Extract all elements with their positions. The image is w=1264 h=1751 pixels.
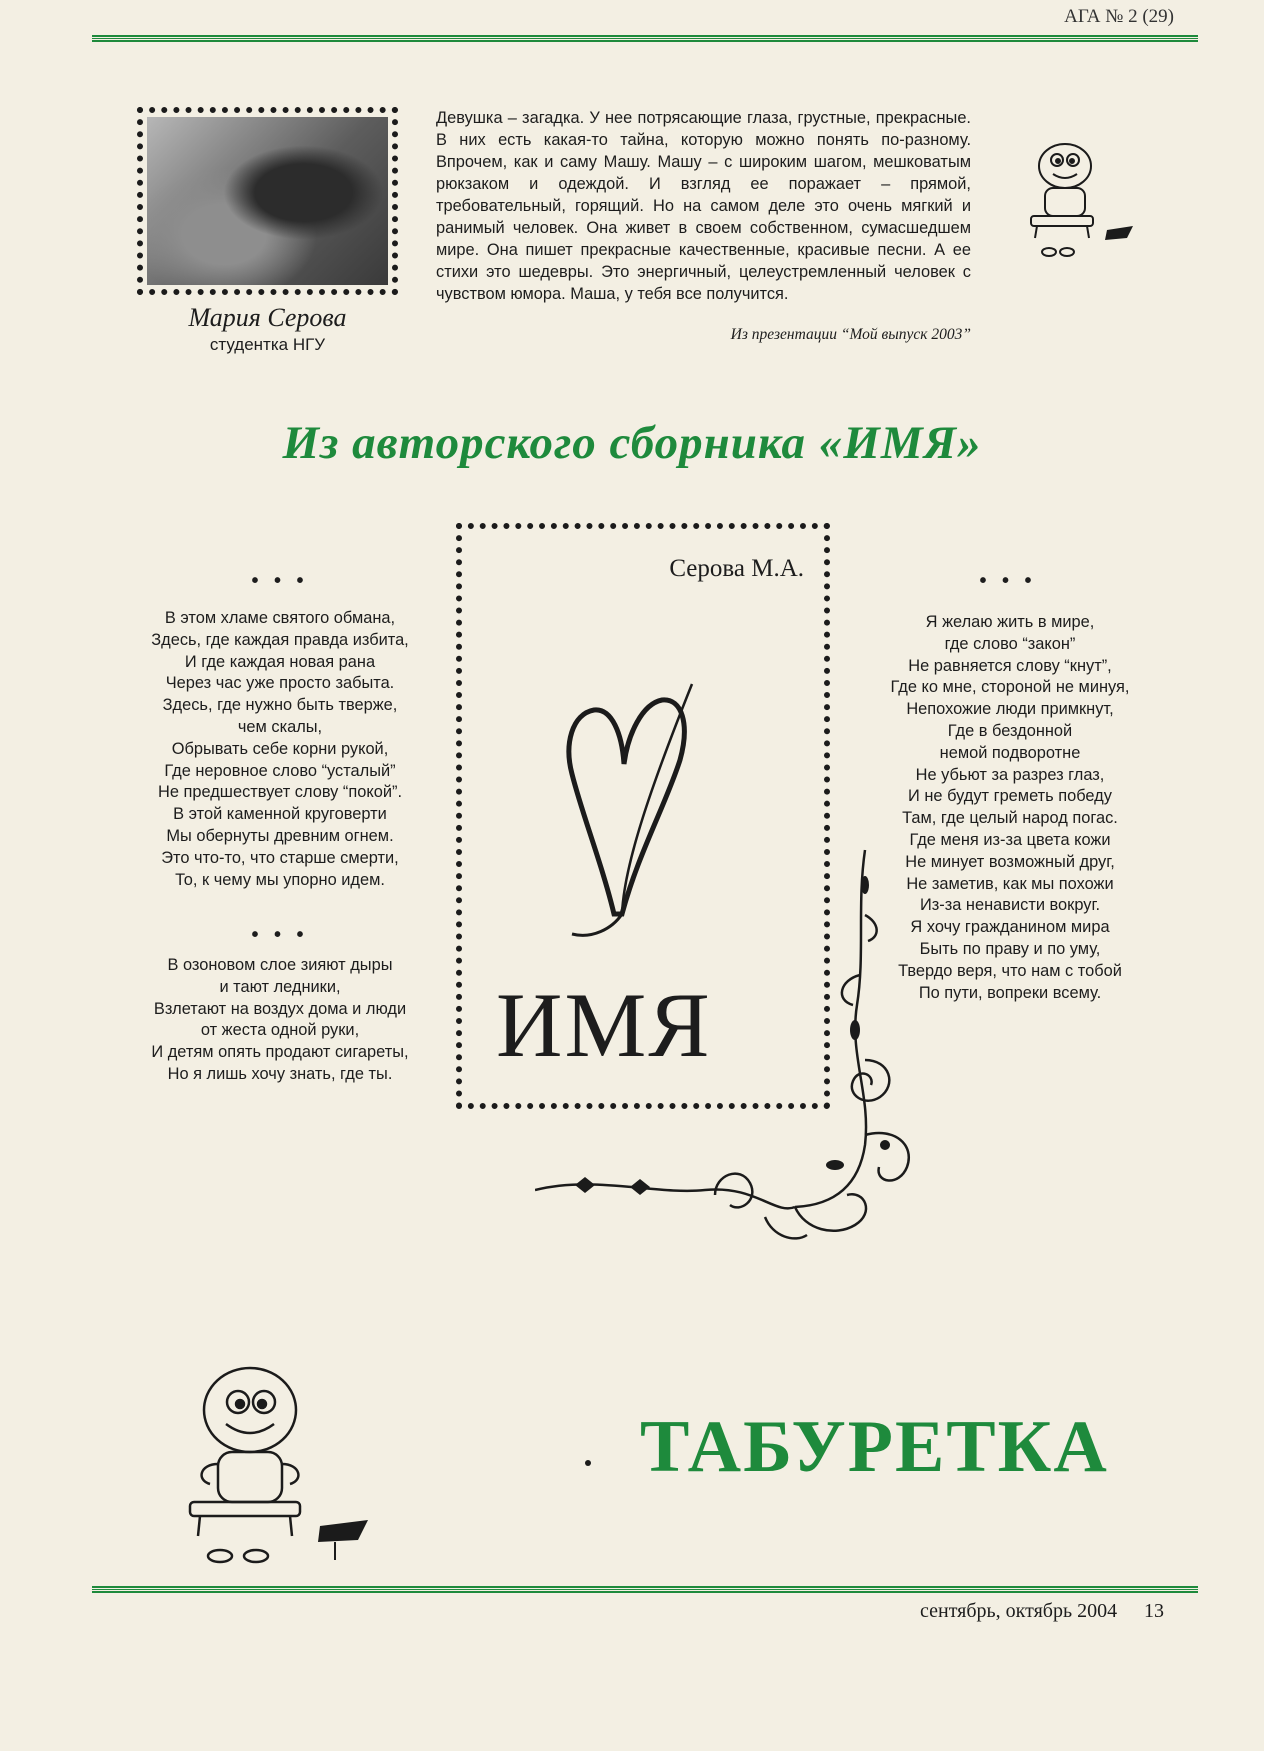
intro-source: Из презентации “Мой выпуск 2003”: [730, 326, 971, 343]
intro-text: Девушка – загадка. У нее потрясающие глаза, грустные, прекрасные. В них есть какая-то тайна, которую можно понять по-разному. Впрочем, как и саму Машу. Машу – с широким шагом, мешковатым рюкзаком и одеждой. И взгляд ее поражает – прямой, требовательный, горящий. Но на самом деле это очень мягкий и ранимый человек. Она живет в своем собственном, сумасшедшем мире. Она пишет прекрасные качественные, красивые песни. А ее стихи это шедевры. Это энергичный, целеустремленный человек с чувством юмора. Маша, у тебя все получится.: [436, 109, 971, 303]
bottom-rule: [92, 1586, 1198, 1593]
cover-author: Серова М.А.: [669, 555, 804, 582]
floral-ornament-icon: [535, 845, 945, 1255]
poem-line: Где меня из-за цвета кожи: [909, 830, 1111, 849]
poem-line: В озоновом слое зияют дыры: [167, 956, 393, 974]
poem-line: чем скалы,: [237, 717, 323, 736]
poem-line: немой подворотне: [939, 743, 1081, 762]
poem-line: Быть по праву и по уму,: [919, 939, 1101, 958]
poem-line: от жеста одной руки,: [200, 1021, 360, 1040]
poem-line: Здесь, где нужно быть тверже,: [162, 696, 398, 715]
mascot-on-stool-icon: [1015, 138, 1140, 273]
footer-date: сентябрь, октябрь 2004: [920, 1600, 1118, 1622]
poem-line: Но я лишь хочу знать, где ты.: [167, 1064, 393, 1083]
mascot-on-stool-icon: [170, 1360, 410, 1570]
poem-line: Там, где целый народ погас.: [902, 809, 1118, 828]
poem-line: Здесь, где каждая правда избита,: [151, 630, 409, 649]
poem-line: По пути, вопреки всему.: [918, 983, 1102, 1002]
poem-separator: • • •: [251, 924, 309, 946]
profile-role: студентка НГУ: [209, 335, 326, 354]
poem-line: Мы обернуты древним огнем.: [166, 826, 394, 845]
section-headline: Из авторского сборника «ИМЯ»: [282, 417, 982, 469]
poem-left-2: [100, 955, 460, 1086]
page-number: 13: [1144, 1600, 1164, 1622]
poem-line: Не заметив, как мы похожи: [906, 874, 1114, 893]
poem-line: Из-за ненависти вокруг.: [919, 896, 1100, 915]
poem-line: И где каждая новая рана: [184, 652, 376, 671]
poem-line: Я хочу гражданином мира: [910, 918, 1110, 937]
bullet-dot: [585, 1460, 591, 1466]
issue-number: АГА № 2 (29): [1064, 6, 1174, 27]
poem-line: Взлетают на воздух дома и люди: [153, 999, 407, 1018]
poem-separator: • • •: [979, 570, 1037, 592]
poem-line: где слово “закон”: [944, 634, 1076, 653]
poem-line: В этом хламе святого обмана,: [164, 609, 396, 627]
poem-line: Где неровное слово “усталый”: [164, 761, 396, 780]
poem-line: Не предшествует слову “покой”.: [157, 783, 403, 802]
poem-line: Это что-то, что старше смерти,: [161, 848, 399, 867]
poem-line: Обрывать себе корни рукой,: [171, 739, 389, 758]
poem-line: Я желаю жить в мире,: [925, 613, 1095, 631]
poem-line: Не минует возможный друг,: [905, 852, 1115, 871]
poem-line: Не равняется слову “кнут”,: [908, 656, 1112, 675]
poem-line: Где ко мне, стороной не минуя,: [890, 678, 1130, 697]
poem-line: Где в бездонной: [947, 721, 1073, 740]
poem-line: Твердо веря, что нам с тобой: [898, 961, 1122, 980]
portrait-frame: [137, 107, 398, 295]
portrait-photo: [147, 117, 388, 285]
cover-title: ИМЯ: [496, 974, 712, 1076]
poem-left-1: [100, 608, 460, 891]
poem-line: Через час уже просто забыта.: [165, 674, 395, 693]
brand-title: ТАБУРЕТКА: [640, 1406, 1109, 1488]
poem-line: Не убьют за разрез глаз,: [915, 765, 1105, 784]
poem-line: и тают ледники,: [219, 977, 341, 996]
poem-line: В этой каменной круговерти: [173, 805, 387, 824]
poem-line: То, к чему мы упорно идем.: [175, 870, 385, 889]
poem-line: И детям опять продают сигареты,: [151, 1043, 409, 1062]
poem-separator: • • •: [251, 570, 309, 592]
poem-line: Непохожие люди примкнут,: [906, 700, 1114, 719]
top-rule: [92, 35, 1198, 42]
poem-line: И не будут греметь победу: [908, 787, 1112, 806]
profile-name: Мария Серова: [188, 303, 347, 332]
